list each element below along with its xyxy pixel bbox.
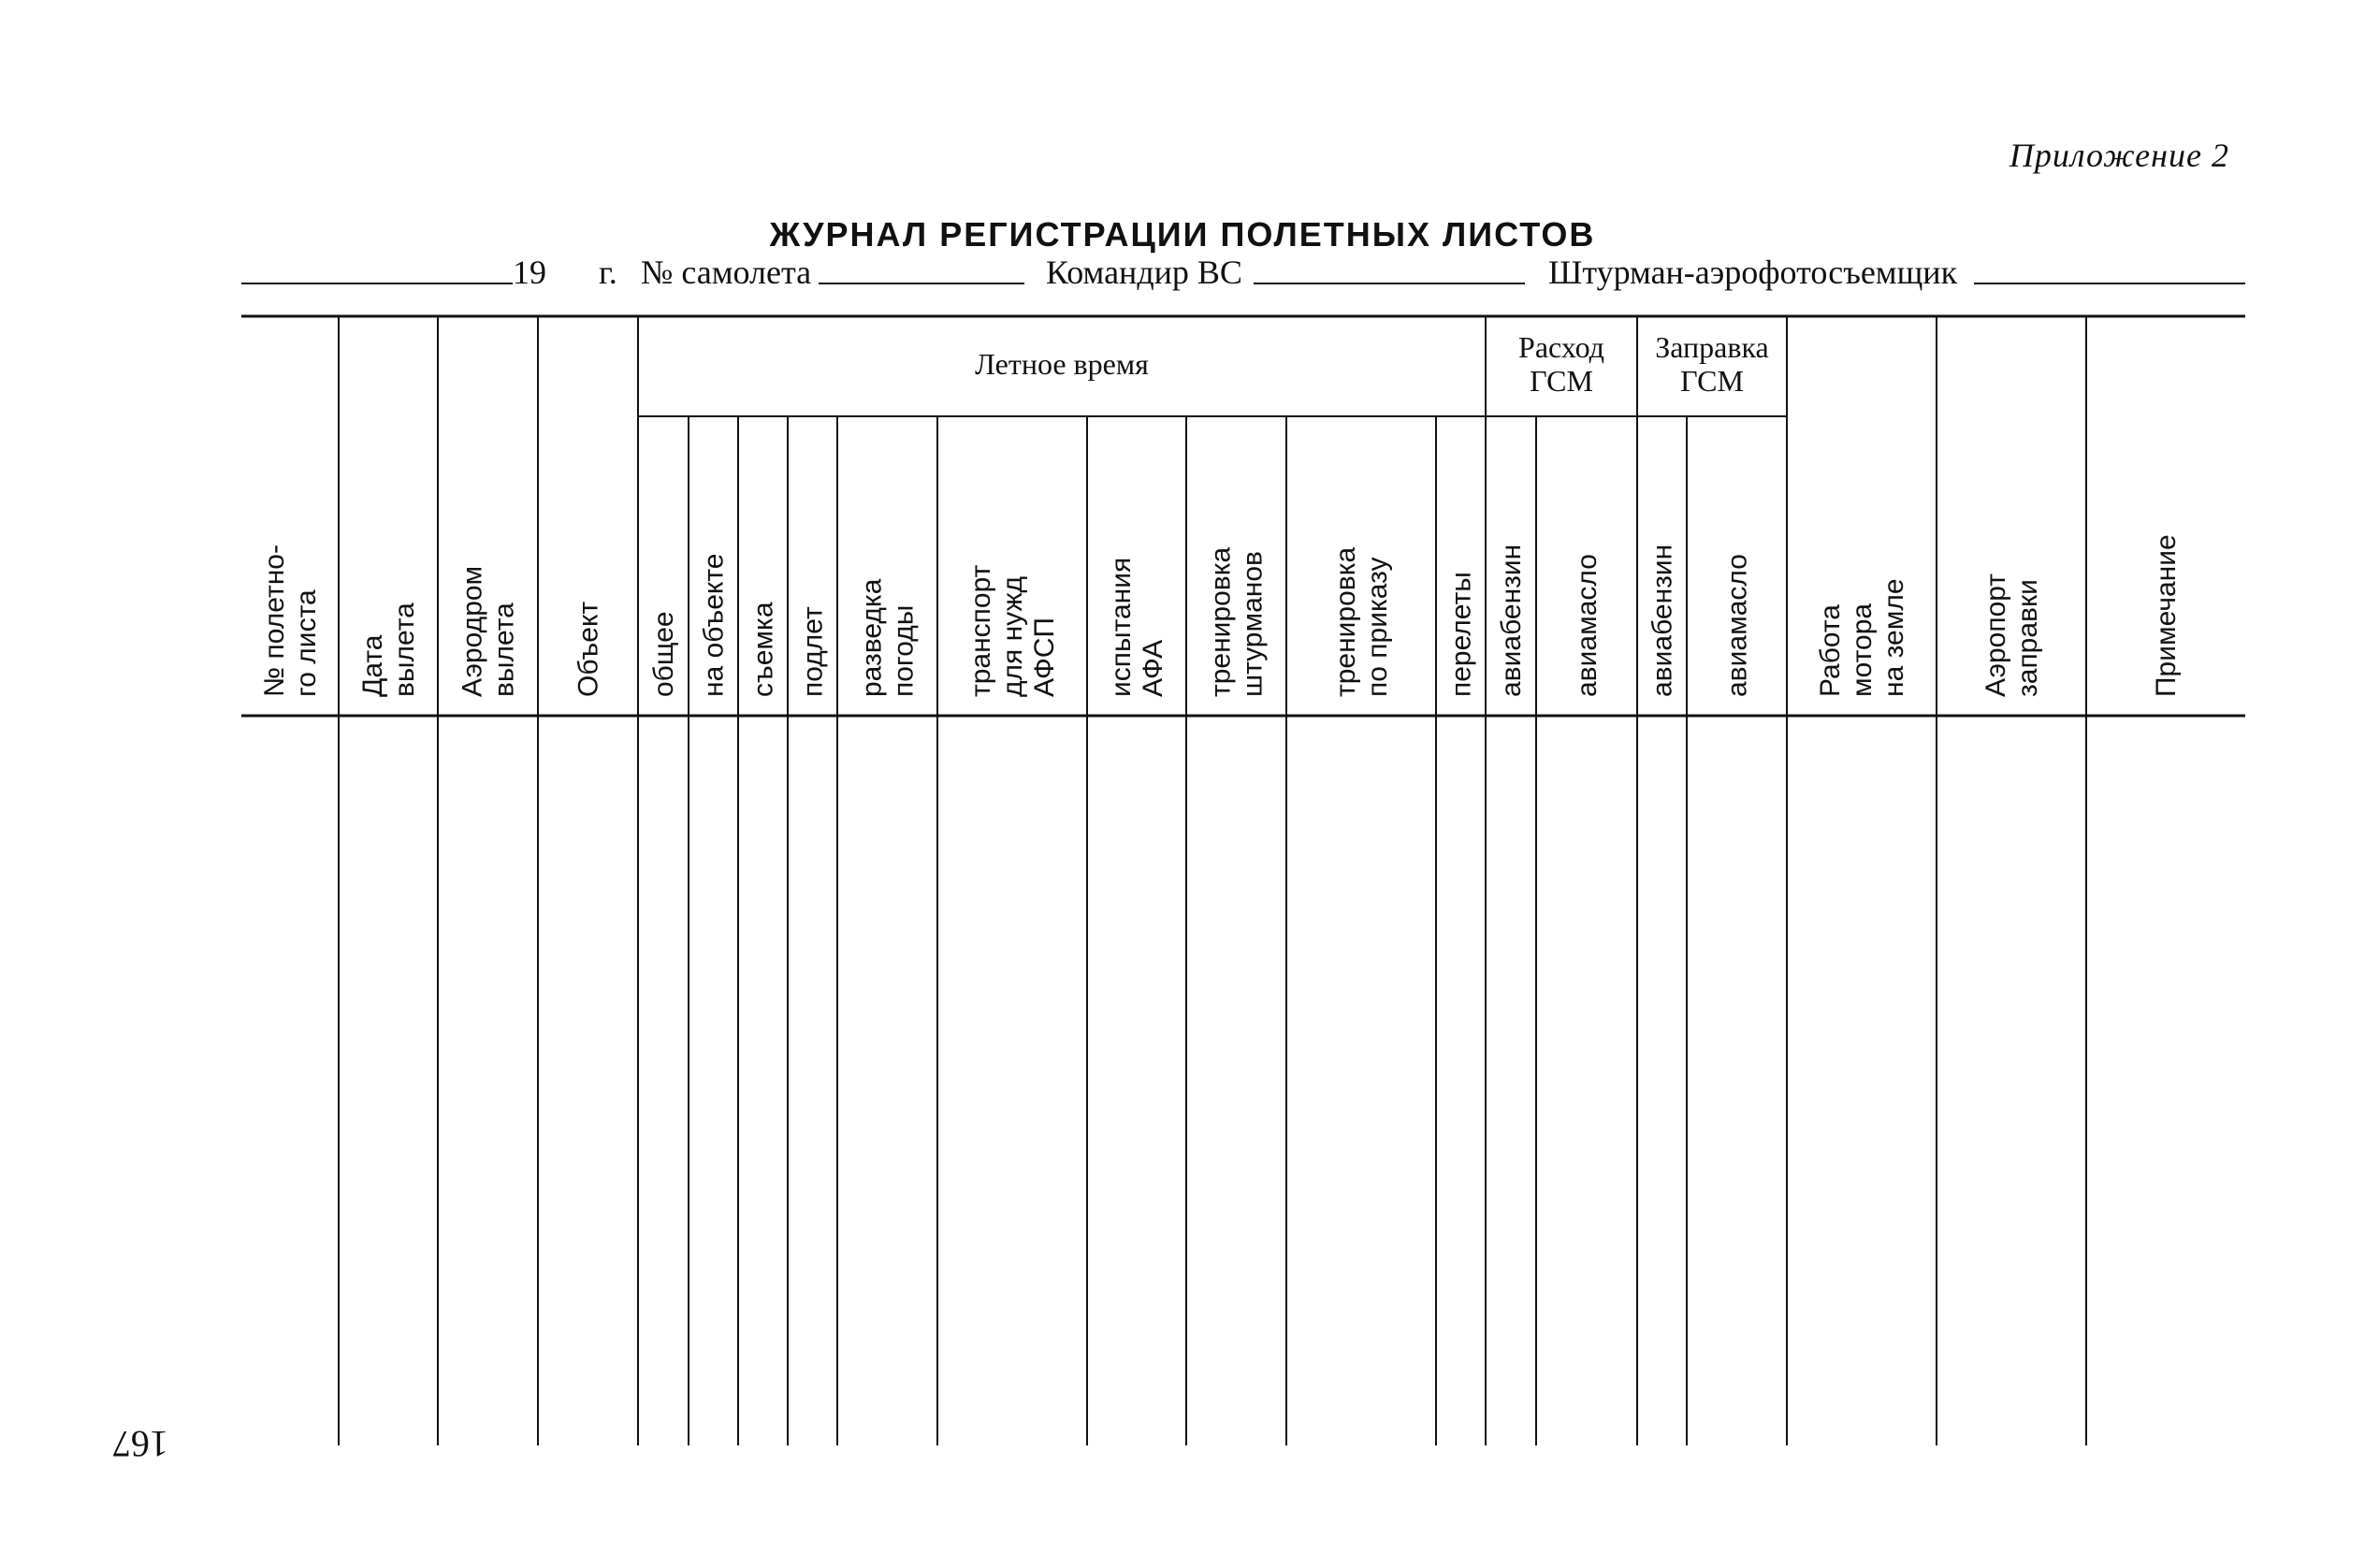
appendix-label: Приложение 2 — [2009, 137, 2229, 174]
col-header-approach-1: подлет — [797, 606, 829, 697]
col-header-training_order-2: по приказу — [1362, 557, 1393, 697]
group-fuel-usage-line1: Расход — [1518, 330, 1604, 364]
page-number: 167 — [112, 1423, 168, 1465]
col-header-tests-2: АФА — [1138, 639, 1168, 697]
col-header-refuel_oil-1: авиамасло — [1721, 554, 1753, 697]
col-header-refuel_gas-1: авиабензин — [1647, 544, 1678, 697]
col-header-at_object-1: на объекте — [698, 553, 730, 697]
col-header-airfield-2: вылета — [488, 603, 520, 697]
col-header-sheet_no-1: № полетно- — [259, 544, 290, 697]
col-header-transport-2: для нужд — [997, 575, 1028, 697]
col-header-engine_ground-3: на земле — [1879, 578, 1909, 697]
col-header-refuel_airport-2: заправки — [2012, 579, 2043, 697]
col-header-engine_ground-1: Работа — [1815, 604, 1846, 697]
col-header-training_order-1: тренировка — [1330, 546, 1361, 697]
col-header-tests-1: испытания — [1106, 557, 1137, 697]
col-header-object-1: Объект — [573, 601, 604, 697]
year-unit: г. — [599, 254, 617, 291]
col-header-date-2: вылета — [389, 603, 420, 697]
group-flight-time: Летное время — [975, 347, 1149, 381]
group-refuel-line2: ГСМ — [1680, 364, 1744, 398]
col-header-sheet_no-2: го листа — [291, 589, 322, 697]
col-header-total-1: общее — [648, 611, 679, 697]
group-fuel-usage-line2: ГСМ — [1530, 364, 1593, 398]
col-header-refuel_airport-1: Аэропорт — [1981, 573, 2011, 697]
col-header-date-1: Дата — [357, 634, 388, 697]
col-header-transport-1: транспорт — [965, 564, 996, 697]
col-header-notes-1: Примечание — [2151, 534, 2182, 697]
commander-label: Командир ВС — [1046, 254, 1242, 291]
col-header-transport-3: АФСП — [1029, 617, 1060, 697]
col-header-fuel_oil-1: авиамасло — [1572, 554, 1603, 697]
col-header-engine_ground-2: мотора — [1847, 603, 1878, 697]
col-header-weather-2: погоды — [888, 604, 920, 697]
group-refuel-line1: Заправка — [1655, 330, 1769, 364]
aircraft-label: № самолета — [641, 254, 812, 291]
col-header-fuel_gas-1: авиабензин — [1496, 544, 1527, 697]
col-header-training_nav-1: тренировка — [1205, 546, 1237, 697]
col-header-transfers-1: перелеты — [1445, 572, 1477, 697]
col-header-weather-1: разведка — [856, 578, 888, 697]
col-header-shooting-1: съемка — [747, 602, 779, 697]
document-title: ЖУРНАЛ РЕГИСТРАЦИИ ПОЛЕТНЫХ ЛИСТОВ — [769, 215, 1596, 254]
navigator-label: Штурман-аэрофотосъемщик — [1548, 254, 1958, 291]
col-header-airfield-1: Аэродром — [457, 565, 488, 697]
year-suffix: 19 — [513, 254, 546, 291]
col-header-training_nav-2: штурманов — [1237, 551, 1269, 697]
